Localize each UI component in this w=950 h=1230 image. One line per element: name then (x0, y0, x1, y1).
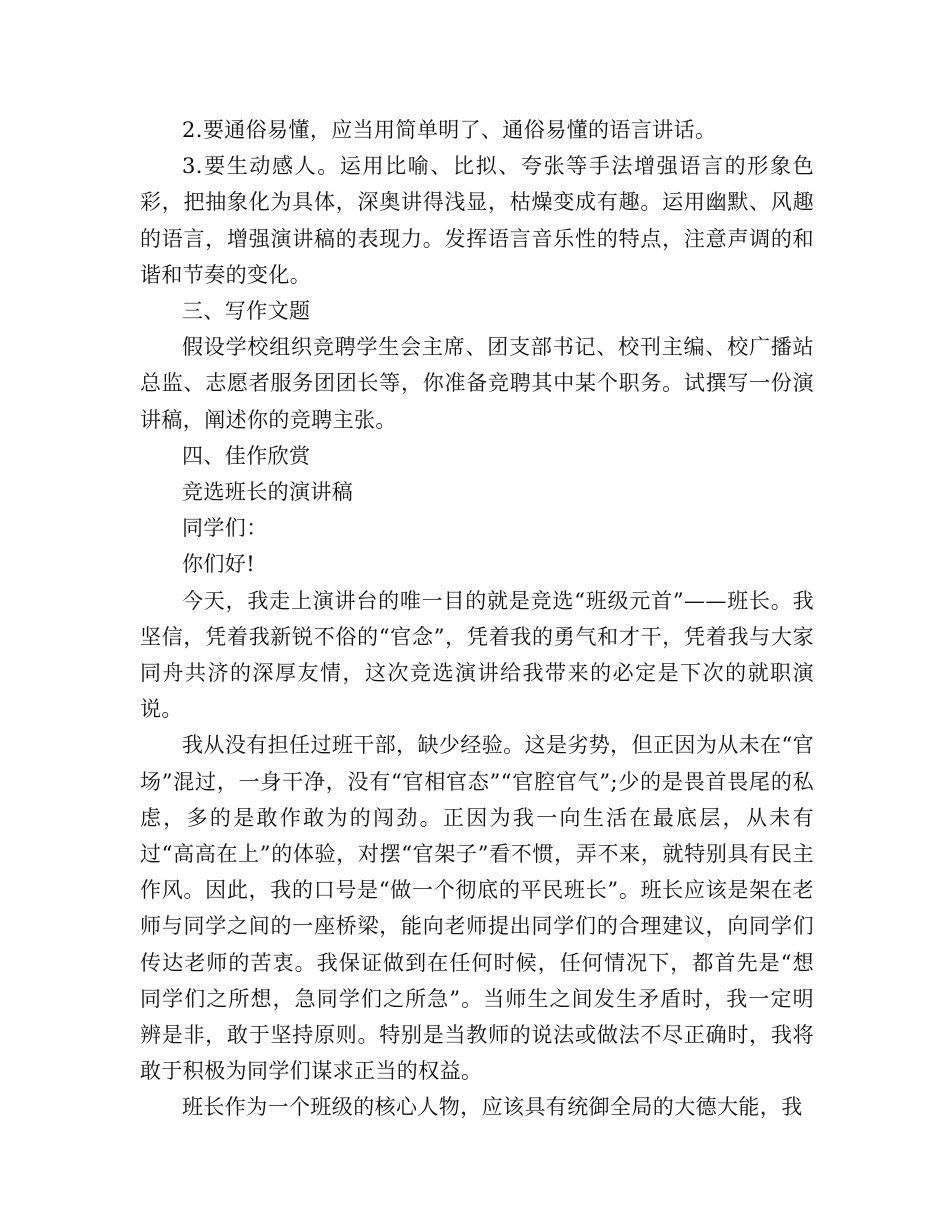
document-body (140, 112, 814, 1126)
section-heading-appreciation: 四、佳作欣赏 (182, 443, 311, 468)
paragraph-point-2: 2.要通俗易懂，应当用简单明了、通俗易懂的语言讲话。 (182, 118, 717, 142)
essay-paragraph-3: 班长作为一个班级的核心人物，应该具有统御全局的大德大能，我 (182, 1095, 803, 1120)
essay-paragraph-2: 我从没有担任过班干部，缺少经验。这是劣势，但正因为从未在“官场”混过，一身干净，没有“官相官态”“官腔官气”;少的是畏首畏尾的私虑，多的是敢作敢为的闯劲。正因为我一向生活在最底层，从未有过“高高在上”的体验，对摆“官架子”看不惯，弄不来，就特别具有民主作风。因此，我的口号是“做一个彻底的平民班长”。班长应该是架在老师与同学之间的一座桥梁，能向老师提出同学们的合理建议，向同学们传达老师的苦衷。我保证做到在任何时候，任何情况下，都首先是“想同学们之所想，急同学们之所急”。当师生之间发生矛盾时，我一定明辨是非，敢于坚持原则。特别是当教师的说法或做法不尽正确时，我将敢于积极为同学们谋求正当的权益。 (140, 733, 814, 1084)
section-heading-writing-topic: 三、写作文题 (182, 299, 311, 324)
essay-salutation: 同学们： (182, 516, 268, 541)
essay-paragraph-1: 今天，我走上演讲台的唯一目的就是竞选“班级元首”——班长。我坚信，凭着我新锐不俗的“官念”，凭着我的勇气和才干，凭着我与大家同舟共济的深厚友情，这次竞选演讲给我带来的必定是下次的就职演说。 (140, 588, 814, 722)
essay-title: 竞选班长的演讲稿 (182, 480, 354, 505)
essay-greeting: 你们好! (182, 552, 256, 577)
paragraph-point-3: 3.要生动感人。运用比喻、比拟、夸张等手法增强语言的形象色彩，把抽象化为具体，深奥讲得浅显，枯燥变成有趣。运用幽默、风趣的语言，增强演讲稿的表现力。发挥语言音乐性的特点，注意声调的和谐和节奏的变化。 (140, 154, 814, 287)
paragraph-writing-topic: 假设学校组织竞聘学生会主席、团支部书记、校刊主编、校广播站总监、志愿者服务团团长等，你准备竞聘其中某个职务。试撰写一份演讲稿，阐述你的竞聘主张。 (140, 335, 814, 432)
